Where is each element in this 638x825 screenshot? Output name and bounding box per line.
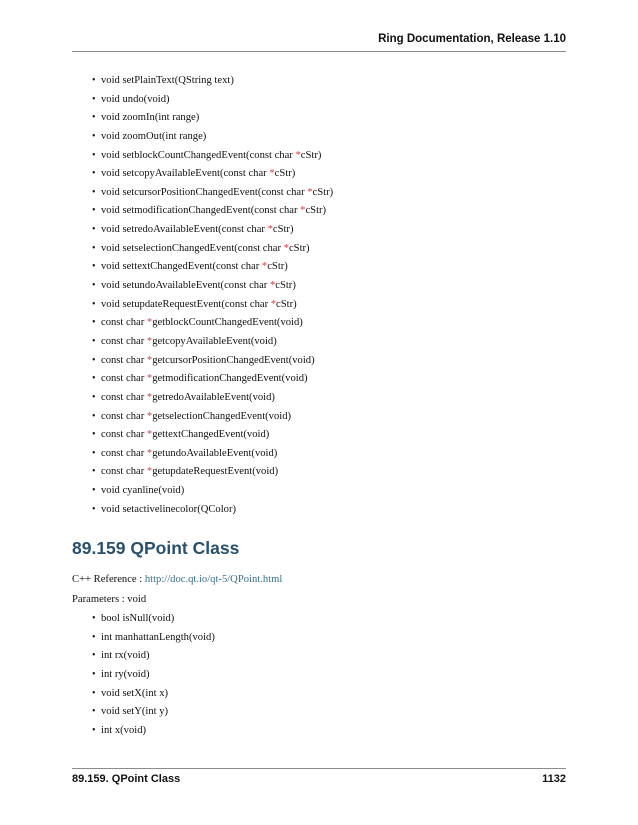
list-item: • int manhattanLength(void) <box>92 629 215 648</box>
bullet-icon: • <box>92 466 96 478</box>
list-item: • void setY(int y) <box>92 703 215 722</box>
bullet-icon: • <box>92 242 96 254</box>
bullet-icon: • <box>92 93 96 105</box>
bullet-icon: • <box>92 261 96 273</box>
list-item: • void undo(void) <box>92 91 333 110</box>
list-item: • void setactivelinecolor(QColor) <box>92 501 333 520</box>
bullet-icon: • <box>92 335 96 347</box>
bullet-icon: • <box>92 724 96 736</box>
bullet-icon: • <box>92 75 96 86</box>
bullet-icon: • <box>92 410 96 422</box>
page-number: 1132 <box>542 773 566 785</box>
bullet-icon: • <box>92 687 96 699</box>
bullet-icon: • <box>92 631 96 643</box>
list-item: • const char *getblockCountChangedEvent(void) <box>92 314 333 333</box>
list-item: • void zoomOut(int range) <box>92 128 333 147</box>
list-item: • void cyanline(void) <box>92 482 333 501</box>
bullet-icon: • <box>92 130 96 142</box>
bullet-icon: • <box>92 168 96 180</box>
bullet-icon: • <box>92 613 96 624</box>
bullet-icon: • <box>92 280 96 292</box>
list-item: • const char *getcopyAvailableEvent(void) <box>92 333 333 352</box>
bullet-icon: • <box>92 485 96 497</box>
list-item: • void setblockCountChangedEvent(const char *cStr) <box>92 147 333 166</box>
bullet-icon: • <box>92 205 96 217</box>
list-item: • const char *getupdateRequestEvent(void) <box>92 463 333 482</box>
bullet-icon: • <box>92 112 96 124</box>
bullet-icon: • <box>92 354 96 366</box>
list-item: • const char *gettextChangedEvent(void) <box>92 426 333 445</box>
parameters-line: Parameters : void <box>72 594 147 605</box>
list-item: • void setX(int x) <box>92 685 215 704</box>
bullet-icon: • <box>92 706 96 718</box>
bullet-icon: • <box>92 317 96 329</box>
bullet-icon: • <box>92 186 96 198</box>
list-item: • int x(void) <box>92 722 215 741</box>
bullet-icon: • <box>92 224 96 236</box>
section-heading: 89.159 QPoint Class <box>72 538 240 558</box>
list-item: • void zoomIn(int range) <box>92 109 333 128</box>
list-item: • void setredoAvailableEvent(const char *cStr) <box>92 221 333 240</box>
bullet-icon: • <box>92 149 96 161</box>
reference-line <box>72 574 282 585</box>
list-item: • int ry(void) <box>92 666 215 685</box>
bullet-icon: • <box>92 298 96 310</box>
list-item: • void setselectionChangedEvent(const char *cStr) <box>92 240 333 259</box>
list-item: • void setcursorPositionChangedEvent(const char *cStr) <box>92 184 333 203</box>
footer-divider <box>72 768 566 769</box>
list-item: • void setcopyAvailableEvent(const char *cStr) <box>92 165 333 184</box>
list-item: • const char *getmodificationChangedEvent(void) <box>92 370 333 389</box>
list-item: • const char *getcursorPositionChangedEvent(void) <box>92 352 333 371</box>
list-item: • int rx(void) <box>92 647 215 666</box>
list-item: • const char *getredoAvailableEvent(void) <box>92 389 333 408</box>
page-header-title: Ring Documentation, Release 1.10 <box>378 33 566 45</box>
list-item: • void settextChangedEvent(const char *cStr) <box>92 258 333 277</box>
bullet-icon: • <box>92 447 96 459</box>
list-item: • const char *getselectionChangedEvent(void) <box>92 408 333 427</box>
qpoint-method-list <box>92 610 215 740</box>
footer-section-title: 89.159. QPoint Class <box>72 773 181 785</box>
list-item: • void setmodificationChangedEvent(const char *cStr) <box>92 202 333 221</box>
bullet-icon: • <box>92 373 96 385</box>
list-item: • bool isNull(void) <box>92 610 215 629</box>
list-item: • void setPlainText(QString text) <box>92 72 333 91</box>
reference-label: C++ Reference : <box>72 574 145 585</box>
list-item: • const char *getundoAvailableEvent(void) <box>92 445 333 464</box>
bullet-icon: • <box>92 650 96 662</box>
reference-link[interactable]: http://doc.qt.io/qt-5/QPoint.html <box>144 574 283 585</box>
header-divider <box>72 51 566 52</box>
bullet-icon: • <box>92 668 96 680</box>
list-item: • void setundoAvailableEvent(const char *cStr) <box>92 277 333 296</box>
bullet-icon: • <box>92 503 96 515</box>
method-list <box>92 72 333 519</box>
list-item: • void setupdateRequestEvent(const char *cStr) <box>92 296 333 315</box>
bullet-icon: • <box>92 391 96 403</box>
bullet-icon: • <box>92 429 96 441</box>
